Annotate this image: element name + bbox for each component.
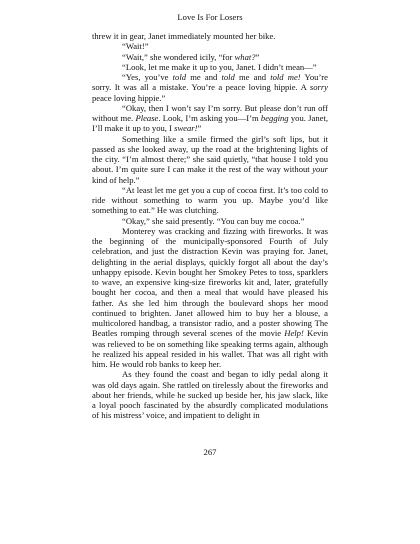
paragraph xyxy=(92,72,328,103)
paragraph xyxy=(92,31,328,41)
italic-text: what? xyxy=(234,51,256,62)
text-run: you. Janet, I’ll make it up to you, I xyxy=(92,113,328,134)
paragraph xyxy=(92,185,328,216)
running-header: Love Is For Losers xyxy=(177,12,243,22)
text-run: “At least let me get you a cup of cocoa first. It’s too cold to ride without something to warm you up. Maybe you’d like something to eat.” He was clutching. xyxy=(92,184,328,216)
italic-text: swear! xyxy=(174,123,198,134)
paragraph xyxy=(92,62,328,72)
text-run: peace loving hippie.” xyxy=(92,92,166,103)
text-run: kind of help.” xyxy=(92,174,140,185)
italic-text: your xyxy=(312,164,328,175)
text-run: . Look, I’m asking you—I’m xyxy=(158,113,261,123)
paragraph xyxy=(92,369,328,420)
text-run: “Yes, you’ve xyxy=(122,72,173,82)
paragraph xyxy=(92,226,328,370)
text-run: “Wait,” she wondered icily, “for xyxy=(122,51,235,62)
italic-text: Help! xyxy=(284,328,304,339)
italic-text: Please xyxy=(135,113,159,123)
text-run: As they found the coast and began to idly pedal along it was old days again. She rattled on tirelessly about the fireworks and about her friends, while he sucked up beside her, his jaw slack, like a loyal pooch fascinated by the absurdly complicated modulations of his mistress’ voice, and impatient to delight in xyxy=(92,369,328,421)
text-run: “Okay,” she said presently. “You can buy me cocoa.” xyxy=(122,215,305,226)
text-run: me and xyxy=(234,72,271,82)
italic-text: told me! xyxy=(270,72,301,82)
text-run: Kevin was relieved to be on something like speaking terms again, although he realized his appeal resided in his wallet. That was all right with him. He would rob banks to keep her. xyxy=(92,328,328,369)
text-run: “Look, let me make it up to you, Janet. I didn’t mean—” xyxy=(122,61,317,72)
text-run: ” xyxy=(197,123,202,134)
text-run: Monterey was cracking and fizzing with fireworks. It was the beginning of the municipally-sponsored Fourth of July celebration, and just the distraction Kevin was praying for. Janet, delighting in the aerial displays, quickly forgot all about the day’s unhappy episode. Kevin bought her Smokey Petes to toss, sparklers to wave, an expensive king-size fireworks kit and, later, gratefully bought her cocoa, and then a meal that would have pleased his father. As she led him through the boulevard shops her mood continued to brighten. Janet allowed him to buy her a blouse, a multicolored handbag, a transistor radio, and a poster showing The Beatles romping through several scenes of the movie xyxy=(92,225,328,339)
text-run: ” xyxy=(255,51,260,62)
paragraph xyxy=(92,41,328,51)
italic-text: told xyxy=(221,72,235,82)
italic-text: told xyxy=(172,72,187,82)
paragraph xyxy=(92,216,328,226)
paragraph xyxy=(92,52,328,62)
text-run: Something like a smile firmed the girl’s soft lips, but it passed as she looked away, up the road at the brightening lights of the city. “I’m almost there;” she said quietly, “that house I told you about. I’m quite sure I can make it the rest of the way without xyxy=(92,133,328,175)
body-text xyxy=(92,31,328,421)
paragraph xyxy=(92,134,328,185)
paragraph xyxy=(92,103,328,134)
text-run: You’re sorry. It was all a mistake. You’re a peace loving hippie. A xyxy=(92,72,328,93)
text-run: “Okay, then I won’t say I’m sorry. But please don’t run off without me. xyxy=(92,102,328,123)
italic-text: sorry xyxy=(309,82,328,93)
text-run: me and xyxy=(186,72,222,82)
italic-text: begging xyxy=(260,113,289,123)
text-run: “Wait!” xyxy=(122,41,149,52)
text-run: threw it in gear, Janet immediately mounted her bike. xyxy=(92,31,276,41)
page-number: 267 xyxy=(203,447,217,457)
